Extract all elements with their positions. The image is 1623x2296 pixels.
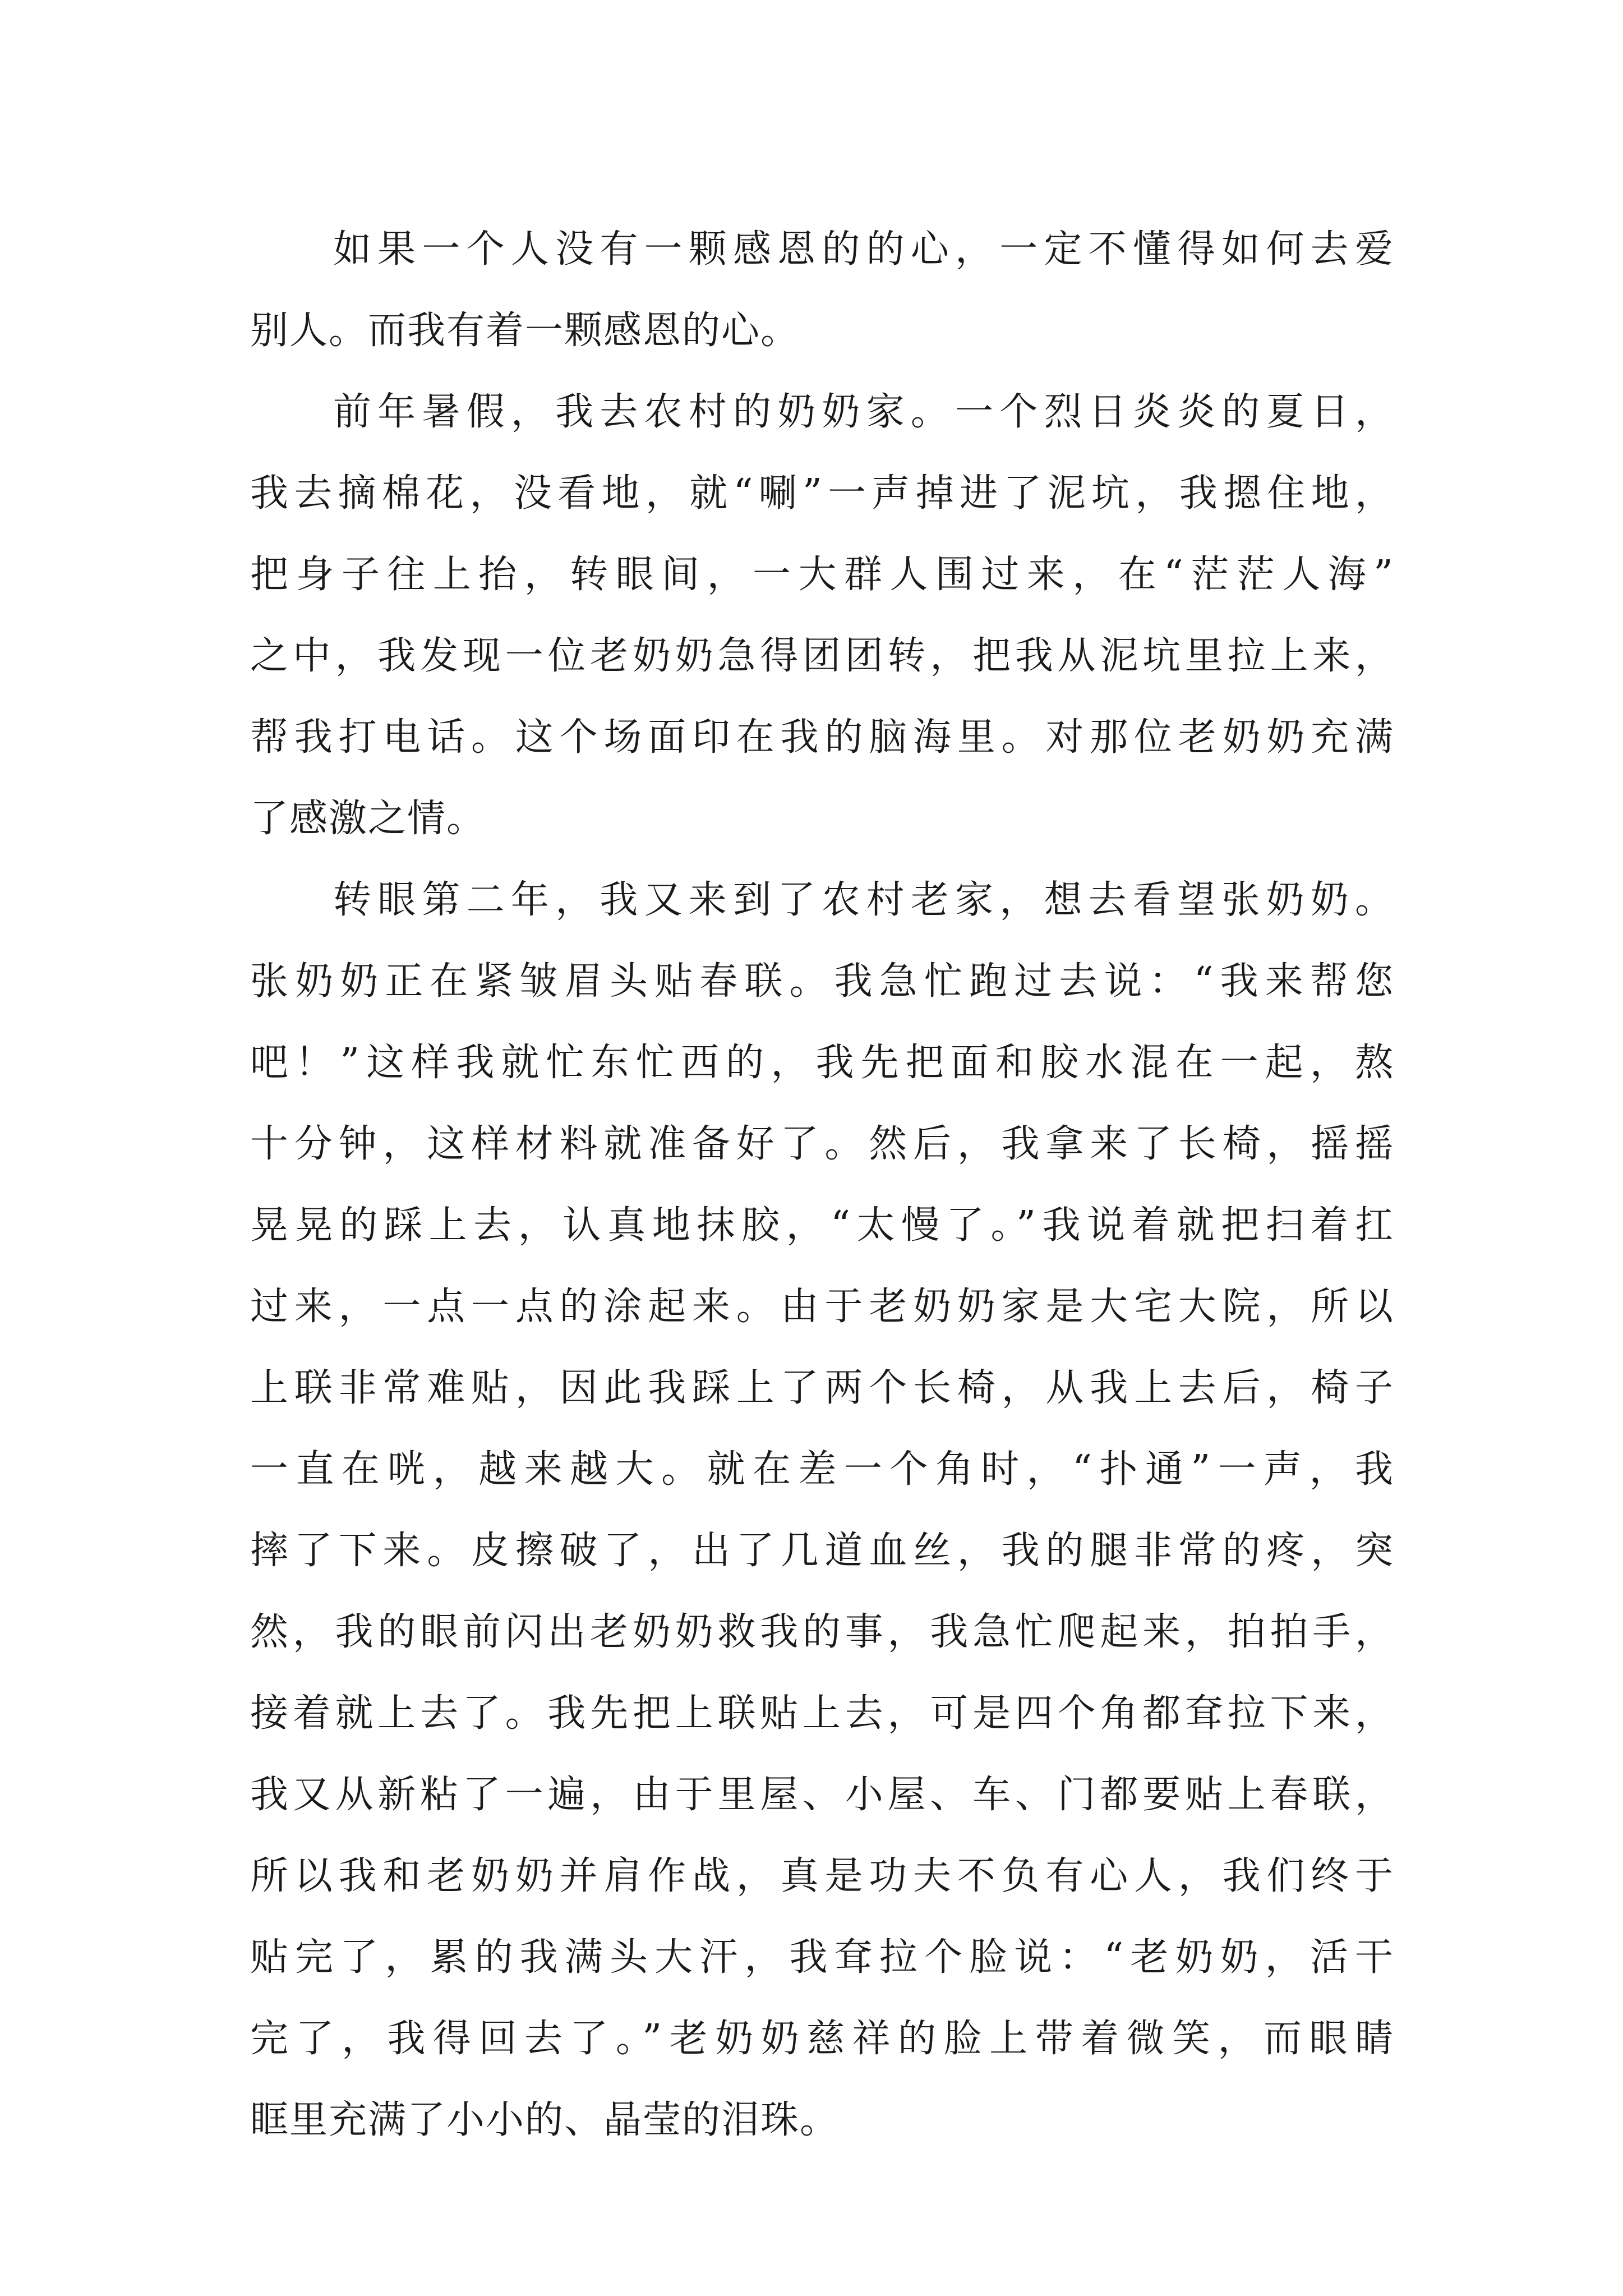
paragraph-line: 帮我打电话。这个场面印在我的脑海里。对那位老奶奶充满 bbox=[250, 715, 1394, 760]
paragraph-line: 一直在咣，越来越大。就在差一个角时，“扑通”一声，我 bbox=[250, 1447, 1394, 1492]
paragraph-line: 摔了下来。皮擦破了，出了几道血丝，我的腿非常的疼，突 bbox=[250, 1529, 1394, 1573]
paragraph-line: 接着就上去了。我先把上联贴上去，可是四个角都耷拉下来， bbox=[250, 1691, 1394, 1736]
paragraph-line: 贴完了，累的我满头大汗，我耷拉个脸说：“老奶奶，活干 bbox=[250, 1935, 1394, 1980]
essay-body bbox=[250, 209, 1394, 2161]
paragraph-line: 十分钟，这样材料就准备好了。然后，我拿来了长椅，摇摇 bbox=[250, 1122, 1394, 1166]
paragraph-3 bbox=[250, 859, 1394, 2161]
paragraph-line: 我去摘棉花，没看地，就“唰”一声掉进了泥坑，我摁住地， bbox=[250, 471, 1394, 516]
paragraph-line: 完了，我得回去了。”老奶奶慈祥的脸上带着微笑，而眼睛 bbox=[250, 2017, 1394, 2061]
paragraph-line: 我又从新粘了一遍，由于里屋、小屋、车、门都要贴上春联， bbox=[250, 1773, 1394, 1817]
paragraph-line: 了感激之情。 bbox=[250, 797, 486, 841]
paragraph-line: 晃晃的踩上去，认真地抹胶，“太慢了。”我说着就把扫着扛 bbox=[250, 1203, 1394, 1248]
paragraph-2 bbox=[250, 371, 1394, 859]
paragraph-line: 如果一个人没有一颗感恩的的心，一定不懂得如何去爱 bbox=[333, 227, 1394, 272]
paragraph-line: 眶里充满了小小的、晶莹的泪珠。 bbox=[250, 2098, 840, 2142]
paragraph-1 bbox=[250, 209, 1394, 371]
paragraph-line: 之中，我发现一位老奶奶急得团团转，把我从泥坑里拉上来， bbox=[250, 634, 1394, 678]
paragraph-line: 转眼第二年，我又来到了农村老家，想去看望张奶奶。 bbox=[333, 878, 1394, 922]
paragraph-line: 张奶奶正在紧皱眉头贴春联。我急忙跑过去说：“我来帮您 bbox=[250, 959, 1394, 1004]
paragraph-line: 上联非常难贴，因此我踩上了两个长椅，从我上去后，椅子 bbox=[250, 1366, 1394, 1410]
paragraph-line: 前年暑假，我去农村的奶奶家。一个烈日炎炎的夏日， bbox=[333, 390, 1394, 434]
paragraph-line: 过来，一点一点的涂起来。由于老奶奶家是大宅大院，所以 bbox=[250, 1285, 1394, 1329]
paragraph-line: 所以我和老奶奶并肩作战，真是功夫不负有心人，我们终于 bbox=[250, 1854, 1394, 1898]
paragraph-line: 然，我的眼前闪出老奶奶救我的事，我急忙爬起来，拍拍手， bbox=[250, 1610, 1394, 1654]
paragraph-line: 别人。而我有着一颗感恩的心。 bbox=[250, 309, 800, 353]
paragraph-line: 把身子往上抬，转眼间，一大群人围过来，在“茫茫人海” bbox=[250, 553, 1394, 597]
paragraph-line: 吧！”这样我就忙东忙西的，我先把面和胶水混在一起，熬 bbox=[250, 1041, 1394, 1085]
